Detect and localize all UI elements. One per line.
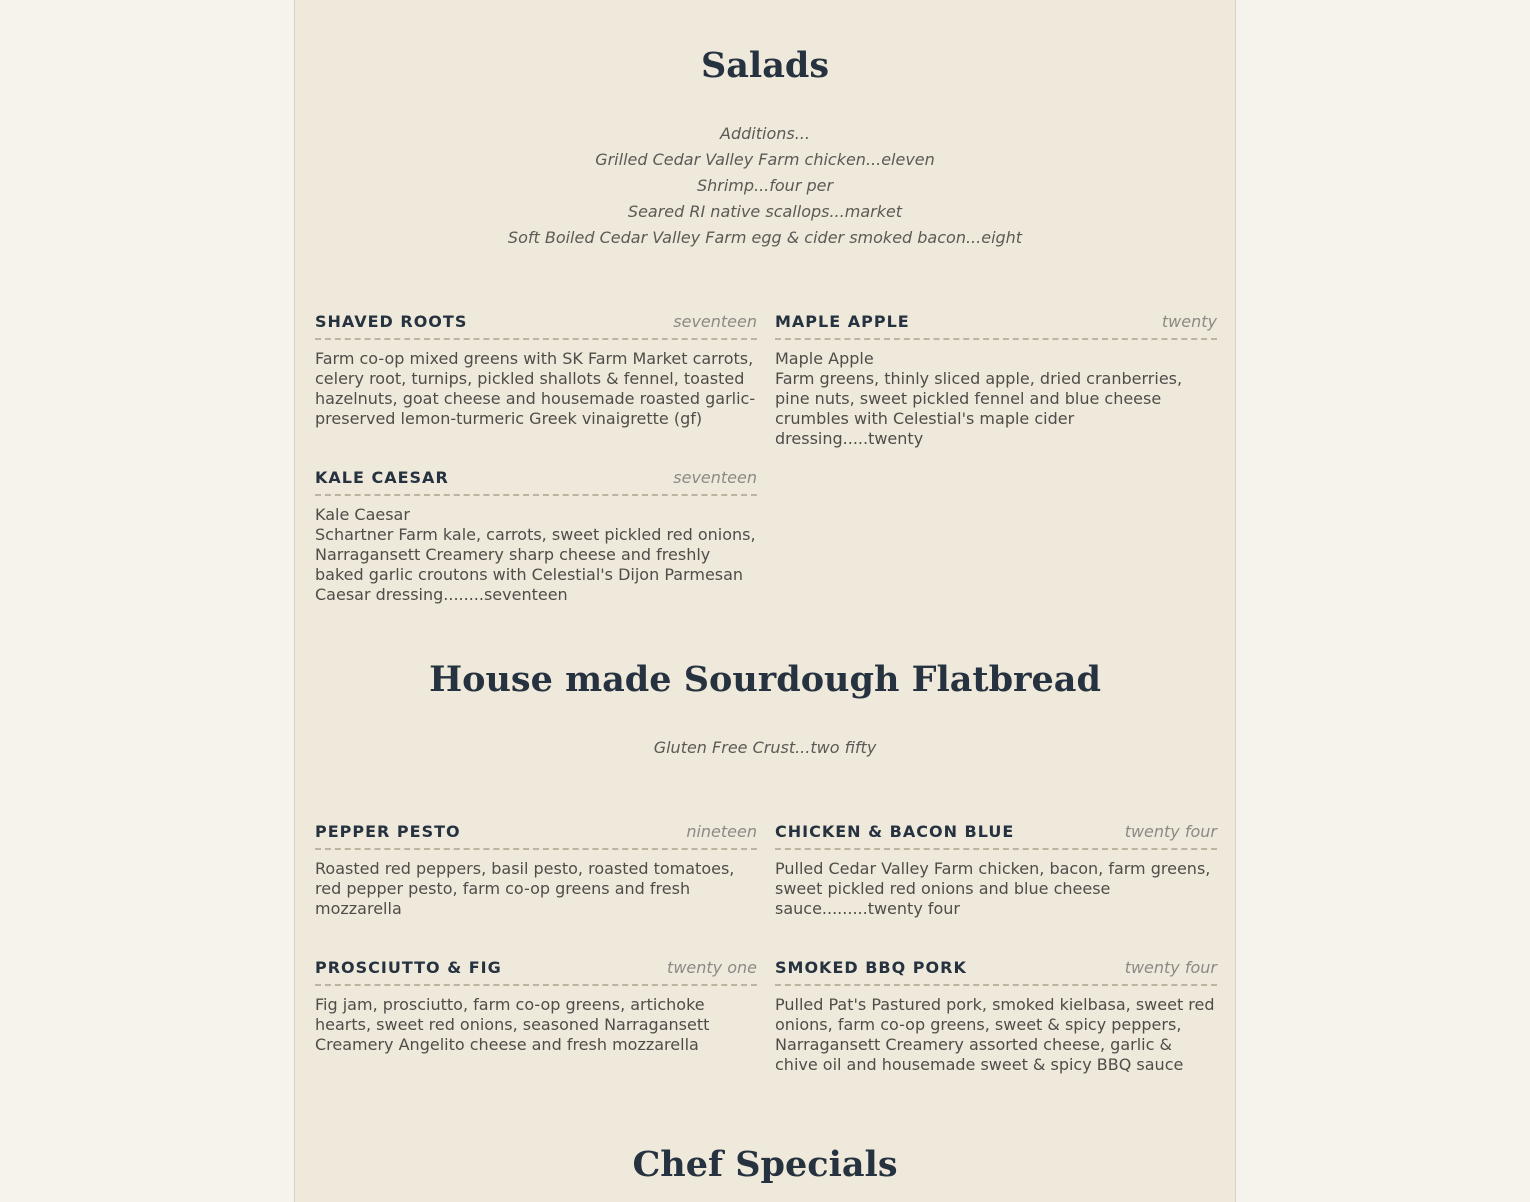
item-description [315, 859, 757, 919]
addition-line: Additions... [720, 124, 810, 143]
menu-item-pepper-pesto [315, 822, 757, 919]
item-description [315, 349, 757, 429]
item-description-text: Farm greens, thinly sliced apple, dried cranberries, pine nuts, sweet pickled fennel and blue cheese crumbles with Celestial's maple cider dressing.....twenty [775, 369, 1183, 448]
item-description [775, 349, 1217, 449]
addition-line: Shrimp...four per [696, 176, 834, 195]
specials-title: Chef Specials [632, 1144, 898, 1185]
item-description [775, 859, 1217, 919]
flatbread-title: House made Sourdough Flatbread [429, 659, 1101, 700]
addition-line: Soft Boiled Cedar Valley Farm egg & cider smoked bacon...eight [507, 228, 1023, 247]
item-price: seventeen [673, 312, 757, 331]
item-description [775, 995, 1217, 1075]
menu-item-smoked-bbq-pork [775, 958, 1217, 1075]
item-description-text: Farm co-op mixed greens with SK Farm Market carrots, celery root, turnips, pickled shallots & fennel, toasted hazelnuts, goat cheese and housemade roasted garlic-preserved lemon-turmeric Greek vinaigrette (gf) [315, 349, 756, 428]
menu-item-shaved-roots [315, 312, 757, 429]
item-description-text: Fig jam, prosciutto, farm co-op greens, artichoke hearts, sweet red onions, seasoned Narragansett Creamery Angelito cheese and fresh mozzarella [315, 995, 710, 1054]
flatbread-note-line: Gluten Free Crust...two fifty [653, 738, 877, 757]
item-price: twenty four [1124, 958, 1217, 977]
item-name: SMOKED BBQ PORK [775, 958, 967, 977]
item-description-text: Kale Caesar [315, 505, 410, 524]
item-description-text: Maple Apple [775, 349, 874, 368]
addition-line: Grilled Cedar Valley Farm chicken...eleven [595, 150, 935, 169]
item-name: PEPPER PESTO [315, 822, 461, 841]
flatbread-note [295, 735, 1235, 761]
item-description-text: Roasted red peppers, basil pesto, roasted tomatoes, red pepper pesto, farm co-op greens and fresh mozzarella [315, 859, 735, 918]
item-name: MAPLE APPLE [775, 312, 910, 331]
item-name: CHICKEN & BACON BLUE [775, 822, 1015, 841]
item-description [315, 505, 757, 605]
item-description-text: Schartner Farm kale, carrots, sweet pickled red onions, Narragansett Creamery sharp cheese and freshly baked garlic croutons with Celestial's Dijon Parmesan Caesar dressing........seventeen [315, 525, 756, 604]
item-name: KALE CAESAR [315, 468, 449, 487]
item-name: PROSCIUTTO & FIG [315, 958, 502, 977]
item-price: twenty four [1124, 822, 1217, 841]
salad-additions [295, 121, 1235, 251]
item-price: twenty [1161, 312, 1217, 331]
item-price: twenty one [667, 958, 757, 977]
menu-item-maple-apple [775, 312, 1217, 449]
addition-line: Seared RI native scallops...market [627, 202, 903, 221]
salads-title: Salads [700, 45, 830, 86]
item-price: nineteen [686, 822, 757, 841]
menu-page [294, 0, 1236, 1202]
item-description [315, 995, 757, 1055]
item-name: SHAVED ROOTS [315, 312, 468, 331]
menu-item-kale-caesar [315, 468, 757, 605]
item-description-text: Pulled Cedar Valley Farm chicken, bacon, farm greens, sweet pickled red onions and blue cheese sauce.........twenty four [775, 859, 1211, 918]
menu-item-prosciutto-fig [315, 958, 757, 1055]
item-price: seventeen [673, 468, 757, 487]
menu-item-chicken-bacon-blue [775, 822, 1217, 919]
item-description-text: Pulled Pat's Pastured pork, smoked kielbasa, sweet red onions, farm co-op greens, sweet & spicy peppers, Narragansett Creamery assorted cheese, garlic & chive oil and housemade sweet & spicy BBQ sauce [775, 995, 1215, 1074]
